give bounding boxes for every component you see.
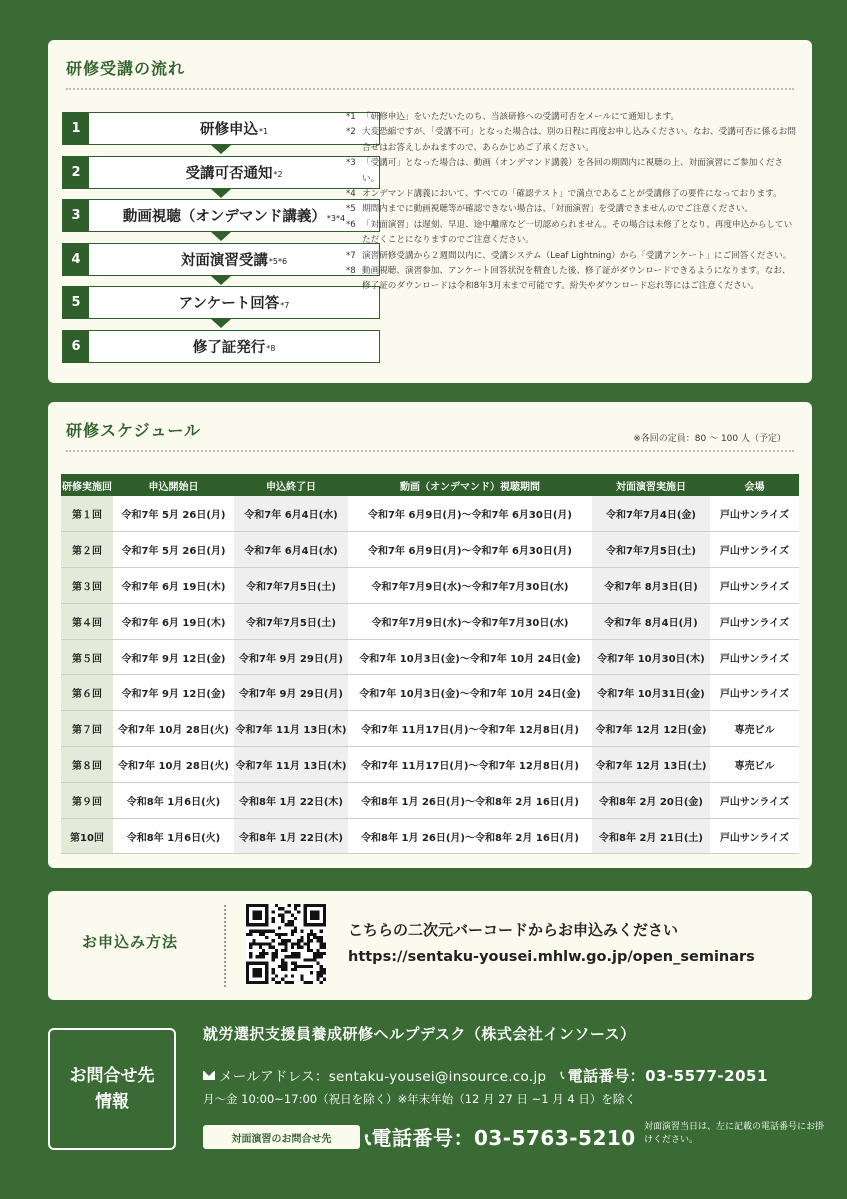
note-mark: *8: [346, 266, 356, 277]
note-mark: *2: [346, 127, 356, 138]
phone-number[interactable]: 電話番号：03-5577-2051: [567, 1066, 768, 1085]
note-text: 動画視聴、演習参加、アンケート回答状況を精査した後、修了証がダウンロードできるようになります。なお、修了証のダウンロードは令和8年3月末まで可能です。紛失やダウンロード忘れ等にはご注意ください。: [362, 266, 791, 292]
apply-start-cell: 令和7年 10月 28日(火): [113, 747, 234, 783]
note-text: オンデマンド講義において、すべての「確認テスト」で満点であることが受講修了の要件になっております。: [362, 189, 782, 200]
apply-end-cell: 令和7年 11月 13日(木): [234, 747, 348, 783]
video-period-cell: 令和7年 6月9日(月)～令和7年 6月30日(月): [348, 532, 592, 568]
flow-note: [346, 125, 798, 156]
onsite-phone-text: 電話番号：03-5763-5210: [371, 1126, 636, 1150]
phone-icon: 📞︎: [560, 1067, 565, 1082]
venue-cell: 戸山サンライズ: [710, 568, 799, 604]
video-period-cell: 令和8年 1月 26日(月)～令和8年 2月 16日(月): [348, 818, 592, 854]
capacity-note: ※各回の定員：80 ～ 100 人（予定）: [633, 434, 786, 444]
flow-step-box: [62, 112, 380, 145]
venue-cell: 戸山サンライズ: [710, 603, 799, 639]
flow-note: [346, 264, 798, 295]
table-row: [61, 711, 799, 747]
flow-step: [62, 330, 380, 374]
apply-start-cell: 令和8年 1月6日(火): [113, 818, 234, 854]
step-text: 研修申込: [199, 122, 258, 138]
step-label: [89, 287, 379, 318]
flow-step: [62, 243, 380, 287]
flow-step-box: [62, 199, 380, 232]
flow-step-box: [62, 243, 380, 276]
table-row: [61, 639, 799, 675]
flow-step-box: [62, 330, 380, 363]
contact-line: [203, 1064, 813, 1086]
apply-start-cell: 令和7年 6月 19日(木): [113, 568, 234, 604]
venue-cell: 専売ビル: [710, 711, 799, 747]
divider: [66, 88, 794, 90]
apply-start-cell: 令和7年 9月 12日(金): [113, 639, 234, 675]
schedule-title: 研修スケジュール: [66, 421, 202, 440]
video-period-cell: 令和7年 6月9日(月)～令和7年 6月30日(月): [348, 496, 592, 532]
video-period-cell: 令和7年 11月17日(月)～令和7年 12月8日(月): [348, 747, 592, 783]
table-row: [61, 603, 799, 639]
round-cell: 第２回: [61, 532, 113, 568]
step-label: [89, 244, 379, 275]
round-cell: 第５回: [61, 639, 113, 675]
flow-title: 研修受講の流れ: [66, 59, 186, 78]
video-period-cell: 令和7年 10月3日(金)～令和7年 10月 24日(金): [348, 639, 592, 675]
apply-end-cell: 令和7年 6月4日(水): [234, 532, 348, 568]
note-mark: *7: [346, 250, 356, 261]
step-label: [89, 331, 379, 362]
note-text: 「受講可」となった場合は、動画（オンデマンド講義）を各回の期間内に視聴の上、対面演習にご参加ください。: [362, 158, 784, 184]
email-link[interactable]: メールアドレス：sentaku-yousei@insource.co.jp: [219, 1069, 547, 1085]
session-date-cell: 令和8年 2月 20日(金): [592, 782, 710, 818]
step-note-ref: *8: [266, 344, 276, 353]
venue-cell: 戸山サンライズ: [710, 639, 799, 675]
flow-step: [62, 112, 380, 156]
step-text: アンケート回答: [178, 296, 280, 312]
step-text: 修了証発行: [192, 339, 266, 356]
note-text: 「対面演習」は遅刻、早退、途中離席など一切認められません。その場合は未修了となり、再度申込からしていただくことになりますのでご注意ください。: [362, 219, 793, 246]
video-period-cell: 令和7年 11月17日(月)～令和7年 12月8日(月): [348, 711, 592, 747]
step-number: 4: [63, 244, 89, 275]
table-row: [61, 496, 799, 532]
note-mark: *6: [346, 219, 356, 230]
down-arrow-icon: [211, 276, 231, 285]
apply-title: お申込み方法: [82, 933, 179, 951]
apply-end-cell: 令和7年 9月 29日(月): [234, 675, 348, 711]
round-cell: 第６回: [61, 675, 113, 711]
note-mark: *1: [346, 112, 356, 122]
step-number: 5: [63, 287, 89, 318]
session-date-cell: 令和7年7月5日(土): [592, 532, 710, 568]
flow-note: [346, 110, 798, 125]
flow-note: [346, 156, 798, 187]
venue-cell: 戸山サンライズ: [710, 675, 799, 711]
step-number: 3: [63, 200, 89, 231]
mail-icon: [203, 1071, 215, 1080]
step-text: 対面演習受講: [180, 252, 268, 269]
apply-instruction: こちらの二次元バーコードからお申込みください: [348, 921, 679, 939]
apply-start-cell: 令和7年 6月 19日(木): [113, 603, 234, 639]
table-row: [61, 532, 799, 568]
step-number: 6: [63, 331, 89, 362]
qr-code-icon[interactable]: [246, 904, 326, 984]
apply-start-cell: 令和7年 10月 28日(火): [113, 711, 234, 747]
session-date-cell: 令和7年 12月 12日(金): [592, 711, 710, 747]
flow-step-box: [62, 156, 380, 189]
session-date-cell: 令和7年7月4日(金): [592, 496, 710, 532]
step-note-ref: *3*4: [326, 213, 346, 223]
apply-url-link[interactable]: https://sentaku-yousei.mhlw.go.jp/open_seminars: [348, 949, 755, 965]
apply-end-cell: 令和8年 1月 22日(木): [234, 782, 348, 818]
session-date-cell: 令和7年 8月3日(日): [592, 568, 710, 604]
column-header: 研修実施回: [61, 474, 113, 496]
session-date-cell: 令和7年 12月 13日(土): [592, 747, 710, 783]
business-hours: 月～金 10:00~17:00（祝日を除く）※年末年始（12 月 27 日 ~1 月 4 日）を除く: [203, 1092, 636, 1106]
apply-end-cell: 令和7年 9月 29日(月): [234, 639, 348, 675]
onsite-phone-note: 対面演習当日は、左に記載の電話番号にお掛けください。: [644, 1122, 825, 1145]
note-text: 「研修申込」をいただいたのち、当該研修への受講可否をメールにて通知します。: [362, 112, 680, 122]
flow-steps: [62, 112, 380, 373]
phone-icon: 📞︎: [365, 1130, 372, 1150]
down-arrow-icon: [211, 189, 231, 198]
column-header: 会場: [710, 474, 799, 496]
flow-note: [346, 202, 798, 217]
venue-cell: 戸山サンライズ: [710, 496, 799, 532]
note-text: 大変恐縮ですが、「受講不可」となった場合は、別の日程に再度お申し込みください。なお、受講可否に係るお問合せはお答えしかねますので、あらかじめご了承ください。: [362, 127, 796, 153]
onsite-contact-badge: 対面演習のお問合せ先: [203, 1125, 360, 1149]
video-period-cell: 令和7年 10月3日(金)～令和7年 10月 24日(金): [348, 675, 592, 711]
step-number: 1: [63, 113, 89, 144]
column-header: 対面演習実施日: [592, 474, 710, 496]
round-cell: 第１回: [61, 496, 113, 532]
note-text: 演習研修受講から２週間以内に、受講システム（Leaf Lightning）から「受講アンケート」にご回答ください。: [362, 250, 792, 261]
round-cell: 第８回: [61, 747, 113, 783]
apply-card: [48, 891, 812, 1000]
venue-cell: 戸山サンライズ: [710, 532, 799, 568]
apply-start-cell: 令和8年 1月6日(火): [113, 782, 234, 818]
session-date-cell: 令和7年 10月31日(金): [592, 675, 710, 711]
video-period-cell: 令和7年7月9日(水)～令和7年7月30日(水): [348, 603, 592, 639]
round-cell: 第７回: [61, 711, 113, 747]
column-header: 申込終了日: [234, 474, 348, 496]
table-row: [61, 675, 799, 711]
flow-card: [48, 40, 812, 383]
down-arrow-icon: [211, 232, 231, 241]
step-number: 2: [63, 157, 89, 188]
step-note-ref: *7: [280, 300, 290, 310]
step-text: 受講可否通知: [185, 165, 273, 182]
apply-start-cell: 令和7年 5月 26日(月): [113, 496, 234, 532]
divider: [66, 450, 794, 452]
flow-step-box: [62, 286, 380, 319]
apply-end-cell: 令和7年 11月 13日(木): [234, 711, 348, 747]
note-mark: *3: [346, 158, 356, 169]
table-row: [61, 818, 799, 854]
flow-note: [346, 218, 798, 249]
step-text: 動画視聴（オンデマンド講義）: [122, 209, 326, 225]
venue-cell: 戸山サンライズ: [710, 782, 799, 818]
table-row: [61, 747, 799, 783]
venue-cell: 専売ビル: [710, 747, 799, 783]
round-cell: 第３回: [61, 568, 113, 604]
note-mark: *4: [346, 189, 356, 200]
schedule-table: [61, 474, 799, 854]
step-label: [89, 157, 379, 188]
flow-step: [62, 156, 380, 200]
step-note-ref: *1: [258, 126, 269, 136]
round-cell: 第４回: [61, 603, 113, 639]
flow-step: [62, 286, 380, 330]
onsite-phone-number[interactable]: [365, 1122, 636, 1151]
apply-start-cell: 令和7年 9月 12日(金): [113, 675, 234, 711]
flow-note: [346, 187, 798, 202]
table-row: [61, 782, 799, 818]
venue-cell: 戸山サンライズ: [710, 818, 799, 854]
round-cell: 第９回: [61, 782, 113, 818]
session-date-cell: 令和8年 2月 21日(土): [592, 818, 710, 854]
video-period-cell: 令和7年7月9日(水)～令和7年7月30日(水): [348, 568, 592, 604]
session-date-cell: 令和7年 10月30日(木): [592, 639, 710, 675]
down-arrow-icon: [211, 145, 231, 154]
table-header-row: [61, 474, 799, 496]
note-mark: *5: [346, 204, 356, 215]
apply-start-cell: 令和7年 5月 26日(月): [113, 532, 234, 568]
divider: [224, 905, 226, 987]
flow-notes: [346, 110, 798, 295]
flow-step: [62, 199, 380, 243]
column-header: 動画（オンデマンド）視聴期間: [348, 474, 592, 496]
apply-end-cell: 令和7年7月5日(土): [234, 603, 348, 639]
contact-label: お問合せ先 情報: [69, 1066, 155, 1112]
flow-note: [346, 249, 798, 264]
note-text: 期間内までに動画視聴等が確認できない場合は、「対面演習」を受講できませんのでご注意ください。: [362, 204, 754, 215]
step-note-ref: *5*6: [268, 257, 288, 266]
apply-end-cell: 令和8年 1月 22日(木): [234, 818, 348, 854]
contact-label-box: [48, 1028, 176, 1150]
apply-end-cell: 令和7年 6月4日(水): [234, 496, 348, 532]
down-arrow-icon: [211, 319, 231, 328]
schedule-card: [48, 402, 812, 868]
step-label: [89, 200, 379, 231]
step-note-ref: *2: [273, 170, 283, 179]
helpdesk-name: 就労選択支援員養成研修ヘルプデスク（株式会社インソース）: [203, 1025, 636, 1043]
table-row: [61, 568, 799, 604]
apply-end-cell: 令和7年7月5日(土): [234, 568, 348, 604]
video-period-cell: 令和8年 1月 26日(月)～令和8年 2月 16日(月): [348, 782, 592, 818]
round-cell: 第10回: [61, 818, 113, 854]
column-header: 申込開始日: [113, 474, 234, 496]
session-date-cell: 令和7年 8月4日(月): [592, 603, 710, 639]
step-label: [89, 113, 379, 144]
